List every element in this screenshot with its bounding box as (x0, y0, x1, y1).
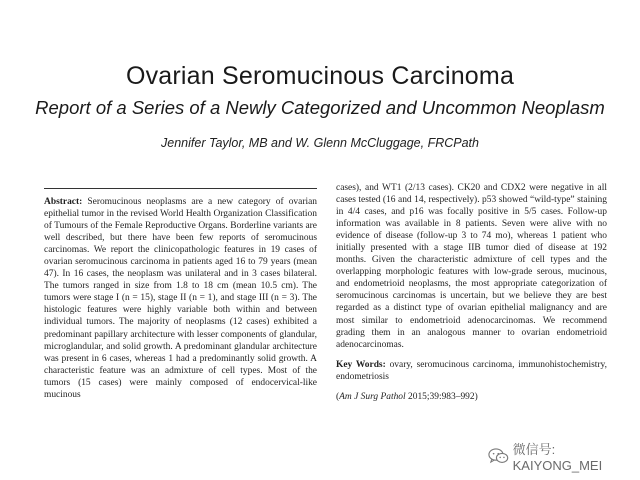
abstract-text-left: Seromucinous neoplasms are a new category of ovarian epithelial tumor in the revised World Health Organization Classification of Tumours of the Female Reproductive Organs. Borderline variants are well described, but there have been few reports of seromucinous carcinomas. We report the clinicopathologic features in 19 cases of ovarian seromucinous carcinoma in patients aged 16 to 79 years (mean 47). In 16 cases, the neoplasm was unilateral and in 3 cases bilateral. The tumors ranged in size from 1.8 to 18 cm (mean 10.5 cm). The tumors were stage I (n = 15), stage II (n = 1), and stage III (n = 3). The histologic features were highly variable both within and between individual tumors. The majority of neoplasms (12 cases) exhibited a predominant papillary architecture with lesser components of glandular, microglandular, and solid growth. A predominant glandular architecture was present in 6 cases, whereas 1 had a predominantly solid growth. A characteristic feature was an admixture of cell types. Most of the tumors (15 cases) were mainly composed of endocervical-like mucinous (44, 197, 318, 400)
keywords (336, 359, 607, 383)
abstract-label: Abstract: (44, 197, 83, 207)
abstract-rule (44, 188, 317, 189)
abstract-text-right: cases), and WT1 (2/13 cases). CK20 and CDX2 were negative in all cases tested (16 and 14, respectively). p53 showed “wild-type” staining in 4/4 cases, and p16 was focally positive in 5/5 cases. Follow-up information was available in 8 patients. Seven were alive with no evidence of disease (follow-up 3 to 74 mo), whereas 1 patient who initially presented with a stage IIB tumor died of disease at 192 months. Given the characteristic admixture of cell types and the overlapping morphologic features with low-grade serous, mucinous, and endometrioid neoplasms, the most appropriate categorization of seromucinous carcinomas is uncertain, but we believe they are best regarded as a distinct type of ovarian epithelial malignancy and are most similar to endometrioid adenocarcinomas. We recommend grading them in an analogous manner to ovarian endometrioid adenocarcinomas. (336, 183, 607, 350)
paper-authors: Jennifer Taylor, MB and W. Glenn McCluggage, FRCPath (161, 136, 479, 150)
citation-details: 2015;39:983–992 (408, 391, 475, 402)
wechat-icon (488, 447, 509, 465)
watermark-text: 微信号: KAIYONG_MEI (512, 442, 603, 473)
citation-journal: Am J Surg Pathol (339, 391, 406, 402)
paper-subtitle: Report of a Series of a Newly Categorized and Uncommon Neoplasm (35, 97, 605, 118)
keywords-text: ovary, seromucinous carcinoma, immunohistochemistry, endometriosis (336, 359, 608, 382)
keywords-label: Key Words: (336, 359, 386, 370)
watermark (488, 439, 640, 473)
citation: (Am J Surg Pathol 2015;39:983–992) (336, 391, 478, 402)
paper-title: Ovarian Seromucinous Carcinoma (125, 62, 515, 90)
abstract-right-column (336, 182, 607, 403)
abstract-left-column (44, 196, 317, 401)
